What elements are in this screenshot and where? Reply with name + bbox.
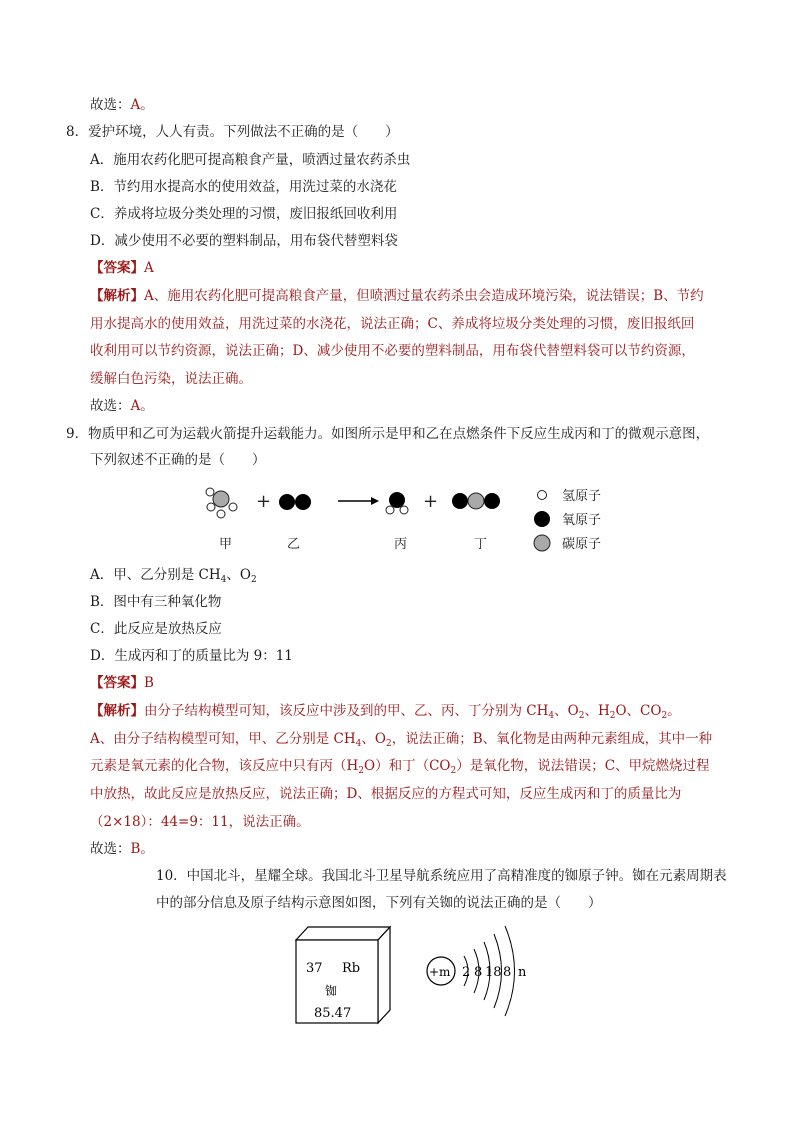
q8-option-d: D．减少使用不必要的塑料制品，用布袋代替塑料袋 [90, 233, 398, 249]
q8-stem: 8．爱护环境，人人有责。下列做法不正确的是（ ） [66, 124, 399, 140]
label-ding: 丁 [474, 537, 488, 552]
methane-molecule [206, 488, 237, 518]
q8-analysis-line-3: 收利用可以节约资源，说法正确；D、减少使用不必要的塑料制品，用布袋代替塑料袋可以节约资源， [90, 343, 695, 359]
plus-sign-2: + [423, 491, 439, 512]
shell-2-count: 8 [474, 965, 483, 980]
water-molecule [386, 492, 408, 514]
q9-analysis-line-5: （2×18）：44=9：11，说法正确。 [90, 814, 310, 830]
nucleus-charge: +m [429, 965, 451, 979]
q9-option-a: A．甲、乙分别是 $CH_4$、$O_2$ [90, 567, 257, 585]
oxygen-molecule [279, 494, 311, 510]
atomic-number: 37 [306, 961, 323, 976]
q8-option-b: B．节约用水提高水的使用效益，用洗过菜的水浇花 [90, 179, 397, 195]
q9-analysis-line-4: 中放热，故此反应是放热反应，说法正确；D、根据反应的方程式可知，反应生成丙和丁的质量比为 [90, 786, 682, 802]
label-jia: 甲 [219, 537, 233, 552]
rubidium-element-card [290, 922, 400, 1030]
q8-analysis-line-2: 用水提高水的使用效益，用洗过菜的水浇花，说法正确；C、养成将垃圾分类处理的习惯，废旧报纸回 [90, 316, 695, 332]
atomic-mass: 85.47 [314, 1006, 352, 1021]
legend-hydrogen: 氢原子 [562, 489, 602, 504]
oxygen-legend-icon [534, 511, 550, 527]
atomic-structure-diagram [420, 918, 540, 1026]
q10-stem-line-1: 10．中国北斗，星耀全球。我国北斗卫星导航系统应用了高精准度的铷原子钟。铷在元素周期表 [156, 868, 727, 884]
shell-4-count: 8 [503, 965, 512, 980]
shell-3-count: 18 [485, 965, 502, 980]
label-bing: 丙 [394, 537, 408, 552]
previous-answer-line: 故选：A。 [90, 97, 154, 113]
element-name: 铷 [325, 984, 338, 998]
q9-answer: 【答案】B [90, 675, 154, 691]
q9-stem-line-1: 9．物质甲和乙可为运载火箭提升运载能力。如图所示是甲和乙在点燃条件下反应生成丙和丁的微观示意图， [66, 426, 710, 442]
q9-option-c: C．此反应是放热反应 [90, 621, 222, 637]
q8-analysis-line-1: 【解析】A、施用农药化肥可提高粮食产量，但喷洒过量农药杀虫会造成环境污染，说法错误；B、节约 [90, 288, 704, 304]
plus-sign-1: + [256, 491, 272, 512]
q9-analysis-line-3: 元素是氧元素的化合物，该反应中只有丙$(H_2O)$和丁$(CO_2)$是氧化物，说法错误；C、甲烷燃烧过程 [90, 758, 710, 776]
q9-analysis-line-1: 【解析】由分子结构模型可知，该反应中涉及到的甲、乙、丙、丁分别为 $CH_4$、$O_2$、$H_2O$、$CO_2$。 [90, 703, 681, 721]
element-symbol: Rb [342, 961, 361, 976]
label-yi: 乙 [287, 537, 301, 552]
legend [534, 489, 601, 552]
q9-option-b: B．图中有三种氧化物 [90, 594, 222, 610]
q8-analysis-line-4: 缓解白色污染，说法正确。 [90, 371, 252, 387]
legend-carbon: 碳原子 [562, 537, 602, 552]
q8-option-c: C．养成将垃圾分类处理的习惯，废旧报纸回收利用 [90, 206, 398, 222]
q8-final-answer: 故选：A。 [90, 398, 154, 414]
q9-analysis-line-2: A、由分子结构模型可知，甲、乙分别是 $CH_4$、$O_2$，说法正确；B、氧化物是由两种元素组成，其中一种 [90, 731, 713, 749]
q8-option-a: A．施用农药化肥可提高粮食产量，喷洒过量农药杀虫 [90, 152, 411, 168]
legend-oxygen: 氧原子 [562, 513, 602, 528]
q8-answer: 【答案】A [90, 260, 154, 276]
hydrogen-legend-icon [538, 491, 547, 500]
reaction-arrow [338, 497, 379, 505]
q10-stem-line-2: 中的部分信息及原子结构示意图如图，下列有关铷的说法正确的是（ ） [156, 895, 602, 911]
shell-5-count: n [518, 965, 527, 980]
reaction-diagram [190, 476, 630, 560]
q9-final-answer: 故选：B。 [90, 841, 154, 857]
carbon-dioxide-molecule [452, 493, 500, 509]
shell-1-count: 2 [462, 965, 471, 980]
q9-option-d: D．生成丙和丁的质量比为 9：11 [90, 648, 293, 664]
carbon-legend-icon [534, 535, 550, 551]
q9-stem-line-2: 下列叙述不正确的是（ ） [90, 452, 266, 468]
